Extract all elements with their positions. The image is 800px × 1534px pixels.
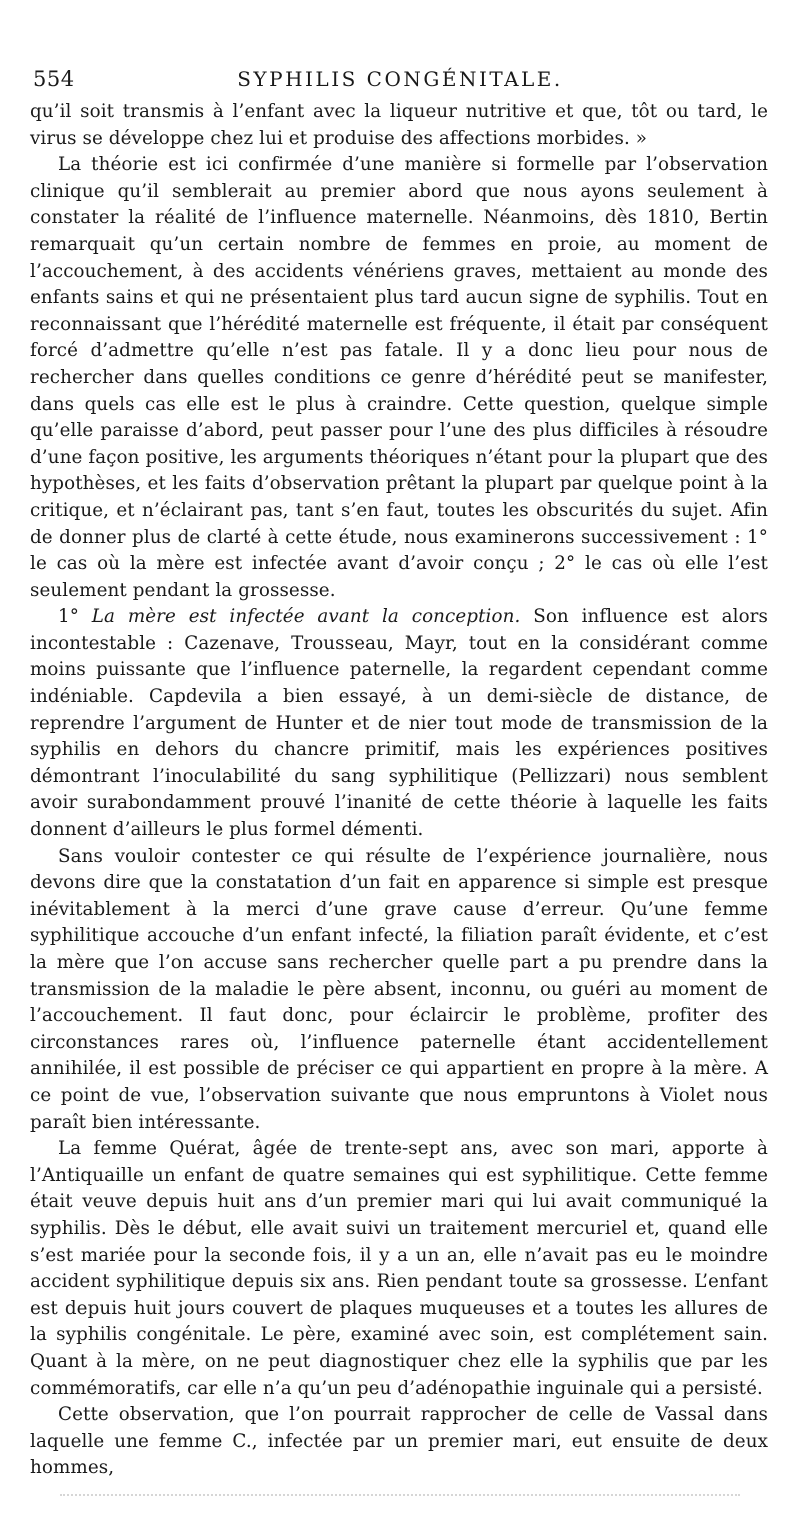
paragraph-daily-experience [30,844,768,1137]
section-heading-italic: La mère est infectée avant la conception. [91,606,521,628]
paragraph-theory [30,152,768,604]
text-segment: Sans vouloir contester ce qui résulte de l’expérience journalière, nous devons dire que la constatation d’un fait en apparence si simple est presque inévitablement à la merci d’une grave cause d’erreur. Qu’une femme syphilitique accouche d’un enfant infecté, la filiation paraît évidente, et c’est la mère que l’on accuse sans rechercher quelle part a pu prendre dans la transmission de la maladie le père absent, inconnu, ou guéri au moment de l’accouchement. Il faut donc, pour éclaircir le problème, profiter des circonstances rares où, l’influence paternelle étant accidentellement annihilée, il est possible de préciser ce qui appartient en propre à la mère. A ce point de vue, l’observation suivante que nous empruntons à Violet nous paraît bien intéressante. [30,845,768,1133]
paragraph-case-querat [30,1136,768,1402]
text-segment: La théorie est ici confirmée d’une manière si formelle par l’observation clinique qu’il semblerait au premier abord que nous ayons seulement à constater la réalité de l’influence maternelle. Néanmoins, dès 1810, Bertin remarquait qu’un certain nombre de femmes en proie, au moment de l’accouchement, à des accidents vénériens graves, mettaient au monde des enfants sains et qui ne présentaient plus tard aucun signe de syphilis. Tout en reconnaissant que l’hérédité maternelle est fréquente, il était par conséquent forcé d’admettre qu’elle n’est pas fatale. Il y a donc lieu pour nous de rechercher dans quelles conditions ce genre d’hérédité peut se manifester, dans quels cas elle est le plus à craindre. Cette question, quelque simple qu’elle paraisse d’abord, peut passer pour l’une des plus difficiles à résoudre d’une façon positive, les arguments théoriques n’étant pour la plupart que des hypothèses, et les faits d’observation prêtant la plupart par quelque point à la critique, et n’éclairant pas, tant s’en faut, toutes les obscurités du sujet. Afin de donner plus de clarté à cette étude, nous examinerons successivement : 1° le cas où la mère est infectée avant d’avoir conçu ; 2° le cas où elle l’est seulement pendant la grossesse. [30,154,768,601]
text-segment: La femme Quérat, âgée de trente-sept ans, avec son mari, apporte à l’Antiquaille un enfant de quatre semaines qui est syphilitique. Cette femme était veuve depuis huit ans d’un premier mari qui lui avait communiqué la syphilis. Dès le début, elle avait suivi un traitement mercuriel et, quand elle s’est mariée pour la seconde fois, il y a un an, elle n’avait pas eu le moindre accident syphilitique depuis six ans. Rien pendant toute sa grossesse. L’enfant est depuis huit jours couvert de plaques muqueuses et a toutes les allures de la syphilis congénitale. Le père, examiné avec soin, est complétement sain. Quant à la mère, on ne peut diagnostiquer chez elle la syphilis que par les commémoratifs, car elle n’a qu’un peu d’adénopathie inguinale qui a persisté. [30,1138,768,1399]
running-title: SYPHILIS CONGÉNITALE. [237,67,563,91]
paragraph-infected-before-conception [30,604,768,843]
text-segment: Son influence est alors incontestable : Cazenave, Trousseau, Mayr, tout en la considérant comme moins puissante que l’influence paternelle, la regardent cependant comme indéniable. Capdevila a bien essayé, à un demi-siècle de distance, de reprendre l’argument de Hunter et de nier tout mode de transmission de la syphilis en dehors du chancre primitif, mais les expériences positives démontrant l’inoculabilité du sang syphilitique (Pellizzari) nous semblent avoir surabondamment prouvé l’inanité de cette théorie à laquelle les faits donnent d’ailleurs le plus formel démenti. [30,606,768,841]
text-segment: Cette observation, que l’on pourrait rapprocher de celle de Vassal dans laquelle une femme C., infectée par un premier mari, eut ensuite de deux hommes, [30,1404,768,1479]
page-header [33,62,767,96]
paragraph-observation-vassal [30,1402,768,1482]
page-number: 554 [33,67,75,91]
paragraph-continuation [30,99,768,152]
text-segment: qu’il soit transmis à l’enfant avec la liqueur nutritive et que, tôt ou tard, le virus se développe chez lui et produise des affections morbides. » [30,101,768,149]
scan-artifact-dots [60,1494,740,1504]
body-text [30,99,768,1482]
text-segment: 1° [58,606,92,628]
